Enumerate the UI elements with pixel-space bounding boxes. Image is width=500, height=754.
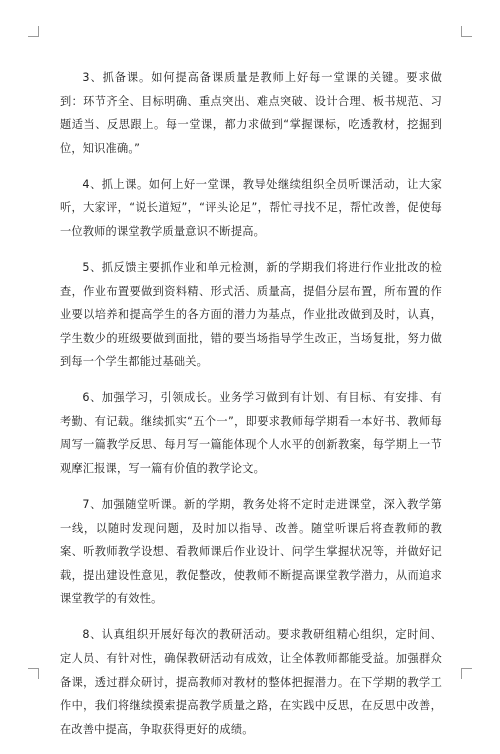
crop-mark-top-left [28, 26, 39, 37]
crop-mark-top-right [461, 26, 472, 37]
paragraph-classroom-teaching: 4、抓上课。如何上好一堂课，教导处继续组织全员听课活动，让大家听，大家评，“说长道短”，“评头论足”，帮忙寻找不足，帮忙改善，促使每一位教师的课堂教学质量意识不断提高。 [60, 177, 442, 238]
paragraph-lesson-preparation: 3、抓备课。如何提高备课质量是教师上好每一堂课的关键。要求做到：环节齐全、目标明确、重点突出、难点突破、设计合理、板书规范、习题适当、反思跟上。每一堂课，都力求做到“掌握课标，吃透教材，挖掘到位，知识准确。” [60, 71, 442, 155]
paragraph-study-growth: 6、加强学习，引领成长。业务学习做到有计划、有目标、有安排、有考勤、有记载。继续抓实“五个一”，即要求教师每学期看一本好书、教师每周写一篇教学反思、每月写一篇能体现个人水平的创新教案，每学期上一节观摩汇报课，写一篇有价值的教学论文。 [60, 391, 442, 476]
paragraph-teaching-research: 8、认真组织开展好每次的教研活动。要求教研组精心组织，定时间、定人员、有针对性，确保教研活动有成效，让全体教师都能受益。加强群众备课，透过群众研讨，提高教师对教材的整体把握潜力。在下学期的教学工作中，我们将继续摸索提高教学质量之路，在实践中反思，在反思中改善，在改善中提高，争取获得更好的成绩。 [60, 628, 442, 736]
paragraph-homework-feedback: 5、抓反馈主要抓作业和单元检测，新的学期我们将进行作业批改的检查，作业布置要做到资料精、形式活、质量高，提倡分层布置，所布置的作业要以培养和提高学生的各方面的潜力为基点，作业批改做到及时，认真，学生数少的班级要做到面批，错的要当场指导学生改正，当场复批，努力做到每一个学生都能过基础关。 [60, 260, 442, 369]
document-body [60, 66, 442, 754]
paragraph-lesson-observation: 7、加强随堂听课。新的学期，教务处将不定时走进课堂，深入教学第一线，以随时发现问题，及时加以指导、改善。随堂听课后将查教师的教案、听教师教学设想、看教师课后作业设计、问学生掌握状况等，并做好记载，提出建设性意见，教促整改，使教师不断提高课堂教学潜力，从而追求课堂教学的有效性。 [60, 498, 442, 606]
crop-mark-bottom-left [28, 668, 39, 679]
crop-mark-bottom-right [461, 668, 472, 679]
